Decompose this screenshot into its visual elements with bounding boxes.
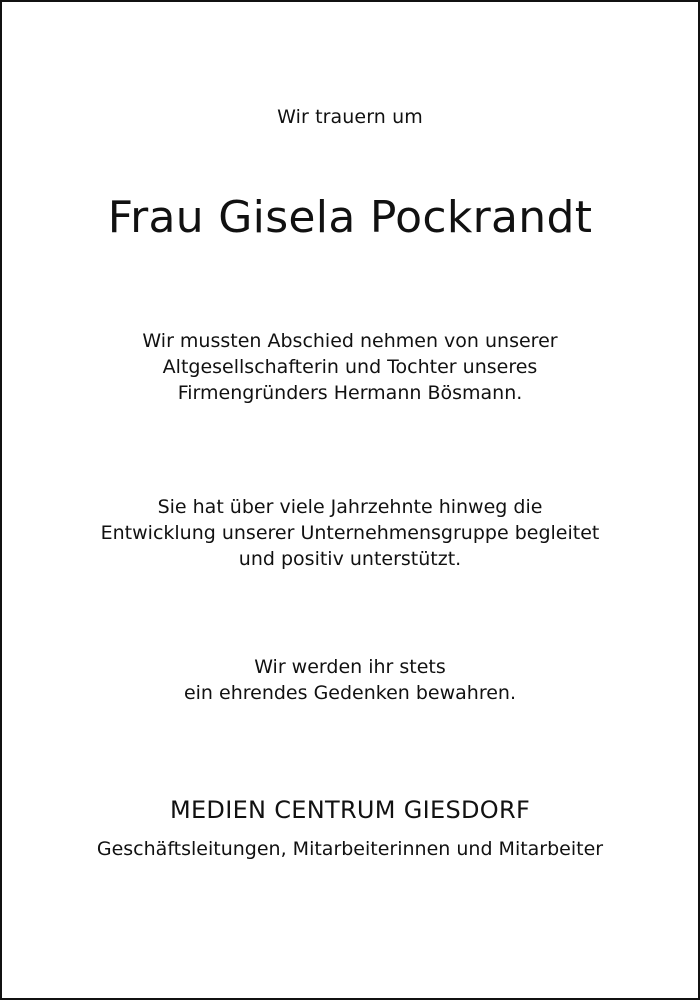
paragraph-remembrance xyxy=(2,654,698,706)
paragraph-line: Altgesellschafterin und Tochter unseres xyxy=(162,356,538,378)
paragraph-line: Sie hat über viele Jahrzehnte hinweg die xyxy=(157,496,543,518)
paragraph-line: Entwicklung unserer Unternehmensgruppe begleitet xyxy=(100,522,600,544)
paragraph-line: Wir werden ihr stets xyxy=(254,656,446,678)
company-name: MEDIEN CENTRUM GIESDORF xyxy=(169,796,531,824)
paragraph-line: Firmengründers Hermann Bösmann. xyxy=(177,382,523,404)
paragraph-tribute xyxy=(2,494,698,572)
signature-line: Geschäftsleitungen, Mitarbeiterinnen und Mitarbeiter xyxy=(96,838,604,860)
paragraph-line: und positiv unterstützt. xyxy=(238,548,462,570)
paragraph-line: Wir mussten Abschied nehmen von unserer xyxy=(142,330,558,352)
paragraph-line: ein ehrendes Gedenken bewahren. xyxy=(183,682,517,704)
intro-text: Wir trauern um xyxy=(277,106,423,128)
deceased-name: Frau Gisela Pockrandt xyxy=(107,192,593,243)
paragraph-farewell xyxy=(2,328,698,406)
